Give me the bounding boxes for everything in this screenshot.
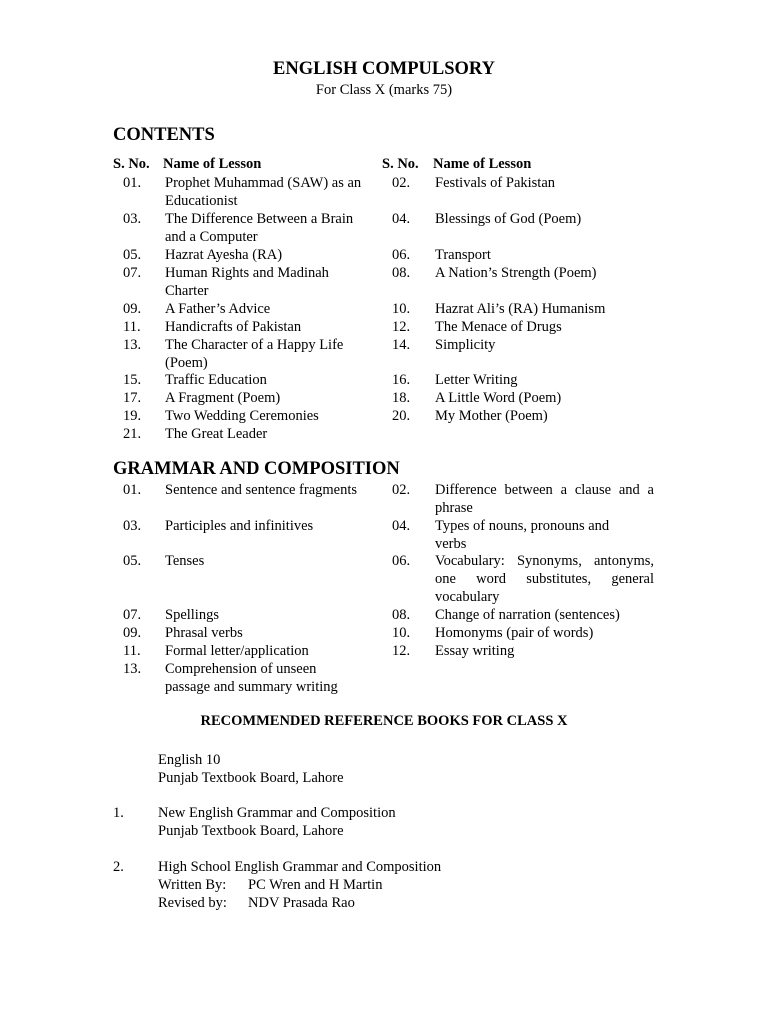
book-publisher: Punjab Textbook Board, Lahore: [158, 823, 344, 839]
contents-lesson: A Nation’s Strength (Poem): [435, 265, 597, 281]
contents-lesson: Two Wedding Ceremonies: [165, 408, 319, 424]
contents-num: 20.: [392, 408, 411, 424]
grammar-num: 04.: [392, 518, 411, 534]
grammar-topic: Sentence and sentence fragments: [165, 482, 358, 498]
contents-lesson: Traffic Education: [165, 372, 267, 388]
grammar-topic: Vocabulary: Synonyms, antonyms, one word substitutes, general vocabulary: [435, 553, 654, 605]
contents-num: 15.: [123, 372, 142, 388]
contents-lesson: My Mother (Poem): [435, 408, 548, 424]
contents-lesson: A Little Word (Poem): [435, 390, 562, 406]
contents-num: 14.: [392, 337, 411, 353]
contents-lesson: Handicrafts of Pakistan: [165, 319, 302, 335]
contents-num: 18.: [392, 390, 411, 406]
grammar-num: 10.: [392, 625, 411, 641]
contents-num: 10.: [392, 301, 411, 317]
grammar-topic: Phrasal verbs: [165, 625, 243, 641]
grammar-topic: Participles and infinitives: [165, 518, 314, 534]
contents-num: 13.: [123, 337, 142, 353]
contents-num: 17.: [123, 390, 142, 406]
contents-num: 04.: [392, 211, 411, 227]
contents-num: 08.: [392, 265, 411, 281]
contents-lesson: Blessings of God (Poem): [435, 211, 582, 227]
book-author: PC Wren and H Martin: [248, 877, 383, 893]
book-number: 2.: [113, 859, 124, 875]
contents-lesson: A Father’s Advice: [165, 301, 271, 317]
contents-col-name-left: Name of Lesson: [163, 156, 262, 172]
contents-lesson: The Menace of Drugs: [435, 319, 562, 335]
book-author-label: Written By:: [158, 877, 227, 893]
contents-lesson: Human Rights and Madinah Charter: [165, 265, 329, 299]
contents-num: 06.: [392, 247, 411, 263]
book-publisher: Punjab Textbook Board, Lahore: [158, 770, 344, 786]
contents-lesson: The Great Leader: [165, 426, 268, 442]
contents-heading: CONTENTS: [113, 125, 215, 145]
book-title: English 10: [158, 752, 221, 768]
contents-num: 01.: [123, 175, 142, 191]
page-subtitle: For Class X (marks 75): [315, 82, 453, 98]
grammar-topic: Homonyms (pair of words): [435, 625, 594, 641]
grammar-num: 13.: [123, 661, 142, 677]
grammar-num: 06.: [392, 553, 411, 569]
contents-lesson: Transport: [435, 247, 491, 263]
grammar-num: 08.: [392, 607, 411, 623]
book-reviser-label: Revised by:: [158, 895, 227, 911]
contents-lesson: Simplicity: [435, 337, 496, 353]
page-title: ENGLISH COMPULSORY: [273, 59, 495, 79]
contents-num: 05.: [123, 247, 142, 263]
contents-num: 09.: [123, 301, 142, 317]
grammar-num: 03.: [123, 518, 142, 534]
book-number: 1.: [113, 805, 124, 821]
contents-lesson: Letter Writing: [435, 372, 518, 388]
grammar-num: 07.: [123, 607, 142, 623]
grammar-heading: GRAMMAR AND COMPOSITION: [113, 459, 400, 479]
references-heading: RECOMMENDED REFERENCE BOOKS FOR CLASS X: [200, 713, 568, 729]
grammar-topic: Tenses: [165, 553, 205, 569]
contents-col-name-right: Name of Lesson: [433, 156, 532, 172]
book-title: New English Grammar and Composition: [158, 805, 396, 821]
grammar-topic: Formal letter/application: [165, 643, 309, 659]
contents-col-sno-left: S. No.: [113, 156, 150, 172]
contents-lesson: Hazrat Ali’s (RA) Humanism: [435, 301, 606, 317]
contents-lesson: Hazrat Ayesha (RA): [165, 247, 283, 263]
grammar-topic: Change of narration (sentences): [435, 607, 620, 623]
contents-lesson: A Fragment (Poem): [165, 390, 281, 406]
grammar-num: 12.: [392, 643, 411, 659]
contents-num: 11.: [123, 319, 141, 335]
contents-lesson: Prophet Muhammad (SAW) as an Educationist: [165, 175, 362, 209]
contents-lesson: The Difference Between a Brain and a Computer: [165, 211, 354, 245]
grammar-topic: Comprehension of unseen passage and summary writing: [165, 661, 338, 695]
grammar-topic: Spellings: [165, 607, 219, 623]
contents-num: 21.: [123, 426, 142, 442]
contents-lesson: Festivals of Pakistan: [435, 175, 556, 191]
contents-num: 12.: [392, 319, 411, 335]
grammar-num: 11.: [123, 643, 141, 659]
grammar-num: 09.: [123, 625, 142, 641]
book-title: High School English Grammar and Composition: [158, 859, 442, 875]
grammar-topic: Difference between a clause and a phrase: [435, 482, 654, 516]
contents-num: 07.: [123, 265, 142, 281]
contents-num: 16.: [392, 372, 411, 388]
contents-lesson: The Character of a Happy Life (Poem): [165, 337, 344, 371]
contents-num: 03.: [123, 211, 142, 227]
grammar-num: 01.: [123, 482, 142, 498]
book-reviser: NDV Prasada Rao: [248, 895, 355, 911]
contents-col-sno-right: S. No.: [382, 156, 419, 172]
contents-num: 19.: [123, 408, 142, 424]
contents-num: 02.: [392, 175, 411, 191]
grammar-topic: Essay writing: [435, 643, 515, 659]
grammar-num: 02.: [392, 482, 411, 498]
grammar-num: 05.: [123, 553, 142, 569]
grammar-topic: Types of nouns, pronouns and verbs: [435, 518, 610, 552]
